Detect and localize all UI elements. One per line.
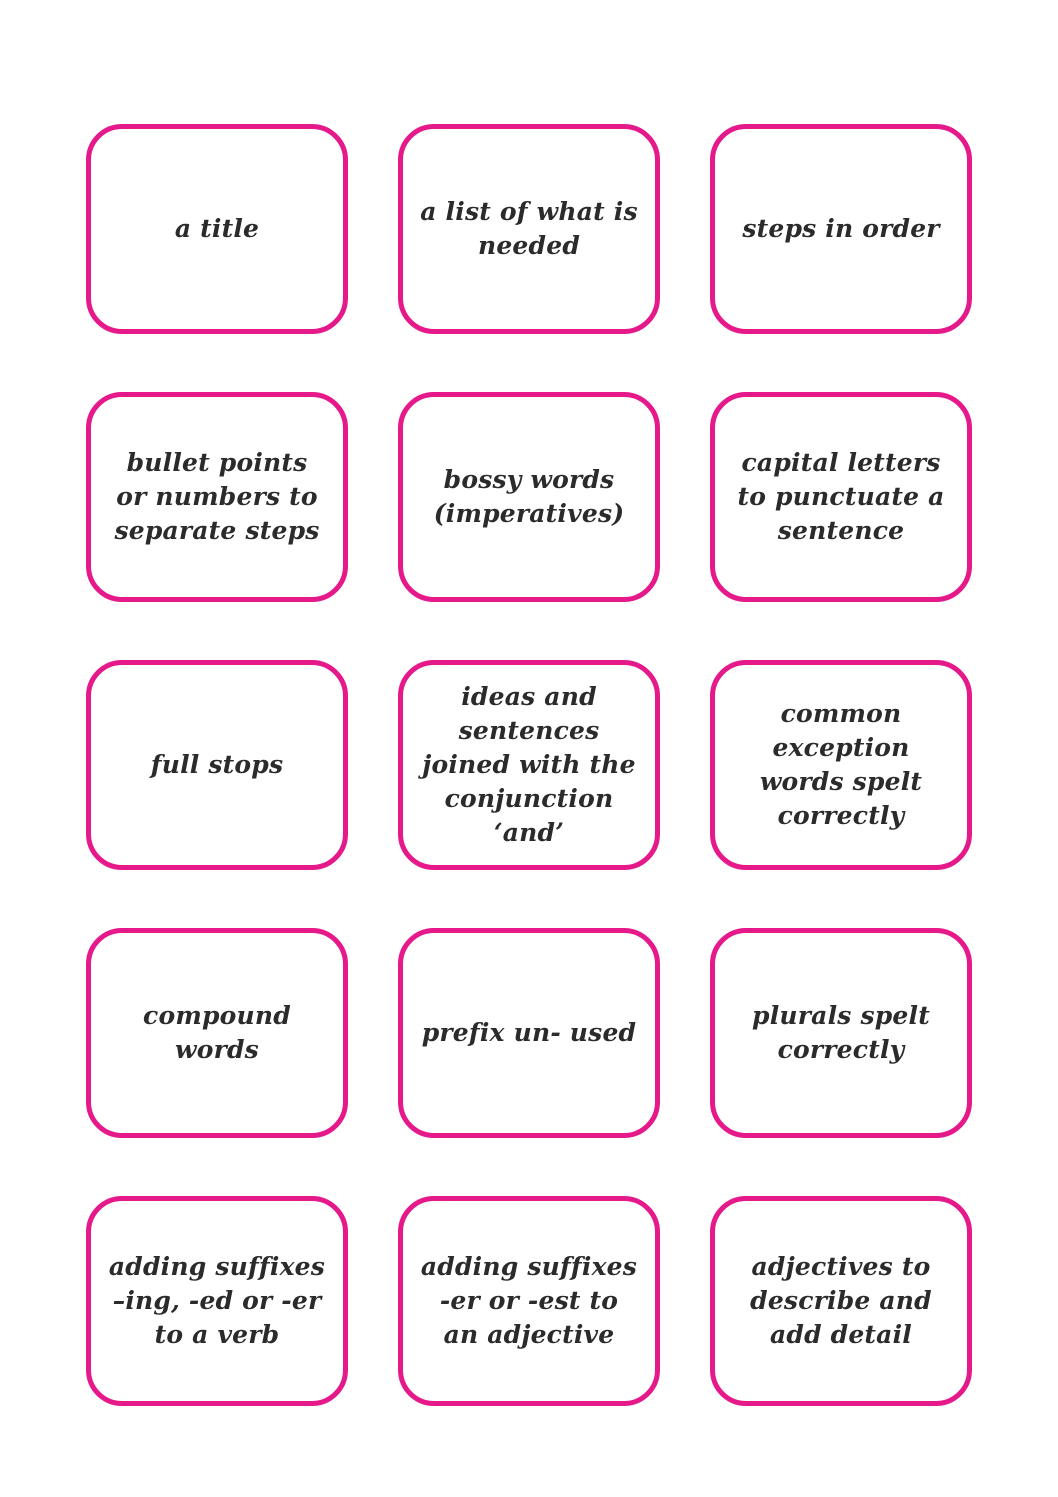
card-text: a title xyxy=(174,214,260,243)
card-grid xyxy=(86,124,972,1406)
card-bossy-words xyxy=(398,392,660,602)
card-text: ideas and sentences joined with the conjunction ‘and’ xyxy=(422,682,636,847)
card-text: bossy words (imperatives) xyxy=(433,465,625,528)
card-conjunction-and xyxy=(398,660,660,870)
card-suffixes-adjective xyxy=(398,1196,660,1406)
card-capital-letters xyxy=(710,392,972,602)
card-text: adding suffixes –ing, -ed or -er to a verb xyxy=(108,1252,326,1349)
card-text: adding suffixes -er or -est to an adjective xyxy=(420,1252,638,1349)
card-steps-in-order xyxy=(710,124,972,334)
card-prefix-un xyxy=(398,928,660,1138)
card-title xyxy=(86,124,348,334)
card-bullet-points xyxy=(86,392,348,602)
card-text: a list of what is needed xyxy=(420,197,638,260)
card-suffixes-verb xyxy=(86,1196,348,1406)
card-full-stops xyxy=(86,660,348,870)
card-text: bullet points or numbers to separate steps xyxy=(114,448,320,545)
card-text: steps in order xyxy=(742,214,940,243)
card-plurals xyxy=(710,928,972,1138)
card-common-exception-words xyxy=(710,660,972,870)
card-adjectives-detail xyxy=(710,1196,972,1406)
card-text: plurals spelt correctly xyxy=(752,1001,930,1064)
card-text: common exception words spelt correctly xyxy=(759,699,923,830)
card-text: prefix un- used xyxy=(421,1018,637,1047)
card-text: capital letters to punctuate a sentence xyxy=(737,448,945,545)
card-list-needed xyxy=(398,124,660,334)
card-compound-words xyxy=(86,928,348,1138)
card-text: adjectives to describe and add detail xyxy=(750,1252,932,1349)
card-text: compound words xyxy=(143,1001,291,1064)
card-text: full stops xyxy=(150,750,284,779)
